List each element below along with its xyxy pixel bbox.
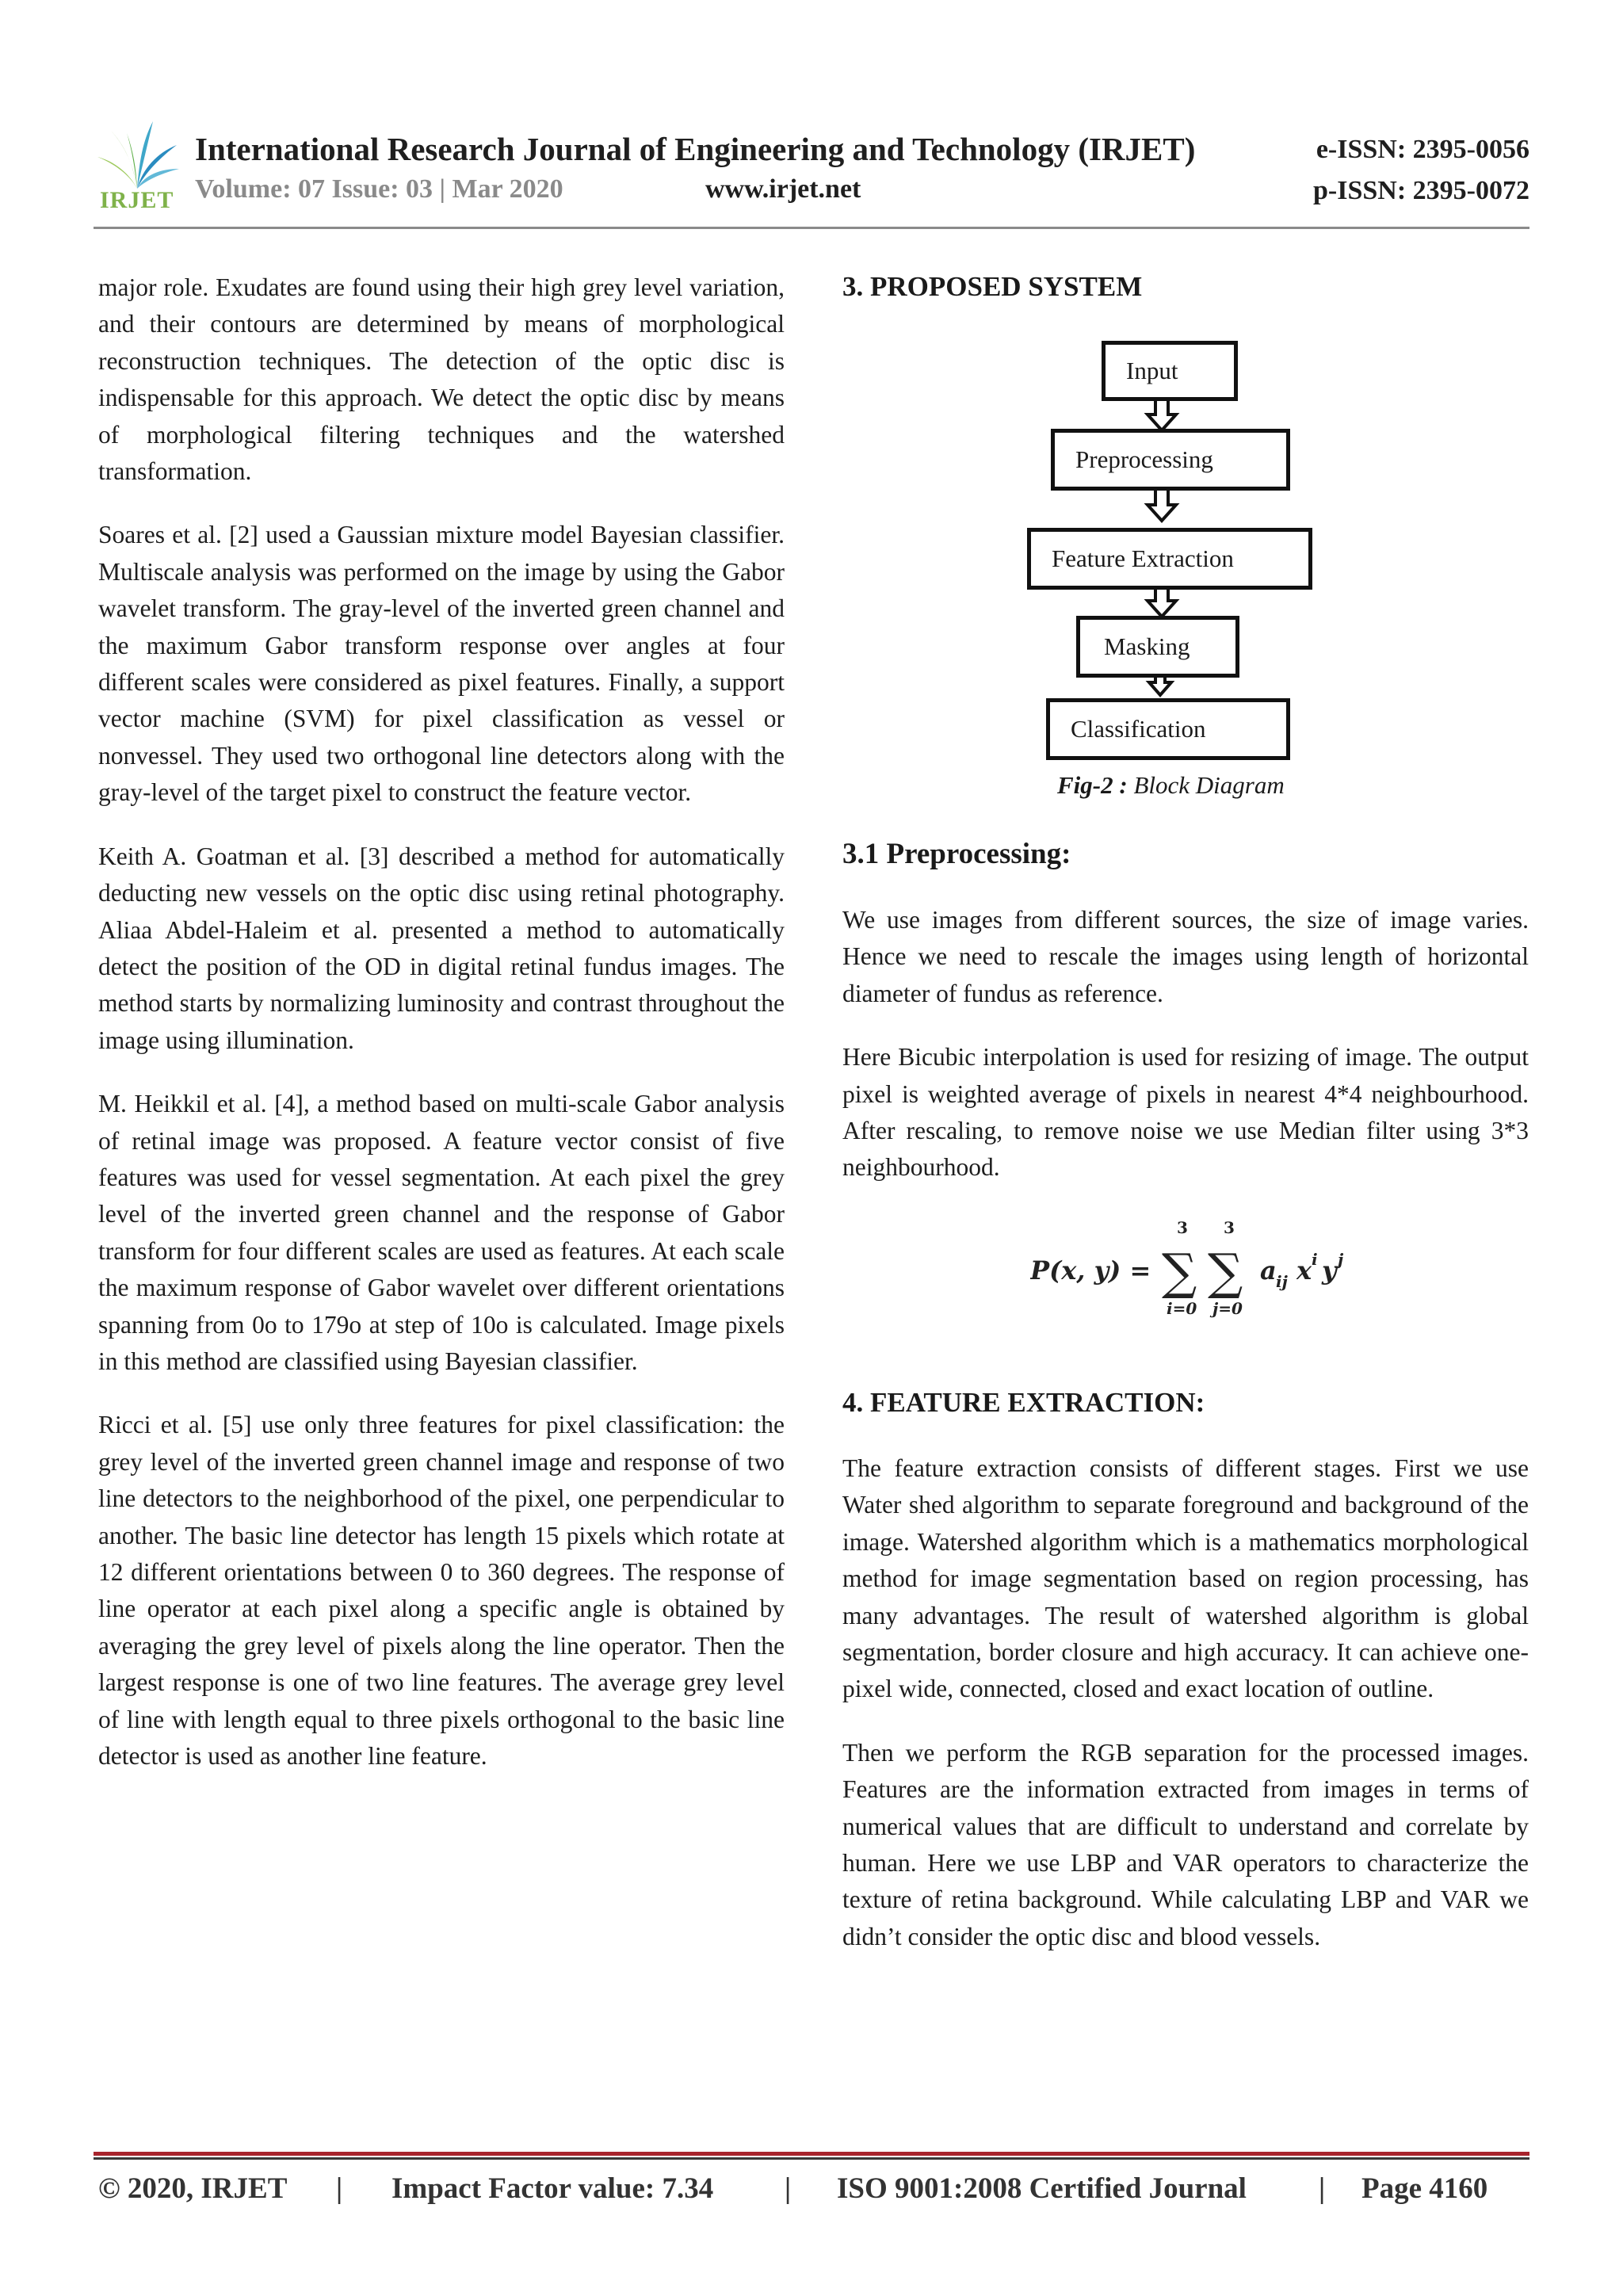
footer-separator: | (785, 2172, 792, 2205)
eq-sum2-upper: 3 (1224, 1218, 1235, 1237)
footer-page-number: Page 4160 (1361, 2172, 1488, 2205)
paragraph: Ricci et al. [5] use only three features for pixel classification: the grey level of the inverted green channel image and response of two line detectors to the neighborhood of the pixel, one perpendicular to another. The basic line detector has length 15 pixels which rotate at 12 different orientations between 0 to 360 degrees. The response of line operator at each pixel along a specific angle is obtained by averaging the grey level of pixels along the line operator. Then the largest response is one of two line features. The average grey level of line with length equal to three pixels orthogonal to the basic line detector is used as another line feature. (98, 1411, 785, 1771)
paragraph: major role. Exudates are found using their high grey level variation, and their contours are determined by means of morphological reconstruction techniques. The detection of the optic disc is indispensable for this approach. We detect the optic disc by means of morphological filtering techniques and the watershed transformation. (98, 273, 785, 486)
diagram-box-input: Input (1102, 341, 1238, 401)
section-heading-proposed-system: 3. PROPOSED SYSTEM (842, 271, 1143, 302)
eq-term-x-sup: i (1312, 1250, 1318, 1269)
eq-sum1-upper: 3 (1177, 1218, 1188, 1237)
diagram-box-preprocessing: Preprocessing (1051, 429, 1290, 491)
footer-iso: ISO 9001:2008 Certified Journal (837, 2172, 1247, 2205)
eq-sum1-sigma: ∑ (1162, 1243, 1197, 1301)
paragraph: The feature extraction consists of different stages. First we use Water shed algorithm to separate foreground and background of the image. Watershed algorithm which is a mathematics morphological method for image segmentation based on region processing, has many advantages. The result of watershed algorithm is global segmentation, border closure and high accuracy. It can achieve one-pixel wide, connected, closed and exact location of outline. (842, 1454, 1529, 1703)
diagram-box-masking: Masking (1076, 616, 1239, 678)
footer-divider-dark (94, 2157, 1529, 2160)
left-column (98, 269, 785, 1775)
arrow-down-icon (1149, 676, 1171, 695)
arrow-down-icon (1148, 399, 1176, 430)
logo-text: IRJET (100, 187, 174, 213)
eq-term-y: y (1322, 1255, 1337, 1286)
journal-website[interactable]: www.irjet.net (705, 174, 861, 204)
pissn: p-ISSN: 2395-0072 (1313, 176, 1529, 205)
diagram-box-feature-extraction: Feature Extraction (1027, 528, 1312, 590)
caption-text: Block Diagram (1127, 771, 1285, 799)
paragraph: M. Heikkil et al. [4], a method based on multi-scale Gabor analysis of retinal image was proposed. A feature vector consist of five features was used for vessel segmentation. At each pixel the grey level of the inverted green channel and the response of Gabor transform for four different scales are used as features. At each scale the maximum response of Gabor wavelet over different orientations spanning from 0o to 179o at step of 10o is calculated. Image pixels in this method are classified using Bayesian classifier. (98, 1090, 785, 1375)
paragraph: Soares et al. [2] used a Gaussian mixture model Bayesian classifier. Multiscale analysis was performed on the image by using the Gabor wavelet transform. The gray-level of the inverted green channel and the maximum Gabor transform response over angles at four different scales were considered as pixel features. Finally, a support vector machine (SVM) for pixel classification as vessel or nonvessel. They used two orthogonal line detectors along with the gray-level of the target pixel to construct the feature vector. (98, 521, 785, 807)
page-header (94, 117, 1529, 228)
eq-sum2-sigma: ∑ (1208, 1243, 1243, 1301)
volume-info: Volume: 07 Issue: 03 | Mar 2020 (195, 174, 563, 204)
header-divider (94, 227, 1529, 229)
figure-caption (1057, 771, 1285, 800)
footer-impact-factor: Impact Factor value: 7.34 (391, 2172, 714, 2205)
eissn: e-ISSN: 2395-0056 (1316, 135, 1529, 164)
eq-sum2-lower: j=0 (1212, 1299, 1243, 1318)
diagram-box-classification: Classification (1046, 698, 1290, 760)
footer-separator: | (1319, 2172, 1326, 2205)
journal-title: International Research Journal of Engineering and Technology (IRJET) (195, 131, 1196, 167)
eq-term-y-sup: j (1338, 1250, 1344, 1269)
preprocessing-text (842, 902, 1529, 1186)
arrow-down-icon (1148, 588, 1176, 617)
footer-copyright: © 2020, IRJET (98, 2172, 288, 2205)
eq-lhs: P(x, y) = (1030, 1255, 1151, 1286)
block-diagram (1022, 337, 1323, 765)
paragraph: We use images from different sources, the size of image varies. Hence we need to rescale the images using length of horizontal diameter of fundus as reference. (842, 906, 1529, 1007)
feature-extraction-text (842, 1450, 1529, 1955)
eq-sum1-lower: i=0 (1167, 1299, 1197, 1318)
paragraph: Keith A. Goatman et al. [3] described a method for automatically deducting new vessels on the optic disc using retinal photography. Aliaa Abdel-Haleim et al. presented a method to automatically detect the position of the OD in digital retinal fundus images. The method starts by normalizing luminosity and contrast throughout the image using illumination. (98, 842, 785, 1054)
equation-graphic (1030, 1217, 1363, 1320)
irjet-logo (94, 117, 181, 219)
eq-term-sub: ij (1276, 1272, 1288, 1291)
footer-separator: | (336, 2172, 343, 2205)
footer-divider-red (94, 2152, 1529, 2156)
caption-label: Fig-2 : (1057, 771, 1128, 799)
section-heading-preprocessing: 3.1 Preprocessing: (842, 838, 1071, 870)
eq-term-x: x (1296, 1255, 1312, 1286)
paragraph: Here Bicubic interpolation is used for resizing of image. The output pixel is weighted average of pixels in nearest 4*4 neighbourhood. After rescaling, to remove noise we use Median filter using 3*3 neighbourhood. (842, 1043, 1529, 1182)
paragraph: Then we perform the RGB separation for the processed images. Features are the information extracted from images in terms of numerical values that are difficult to understand and correlate by human. Here we use LBP and VAR operators to characterize the texture of retina background. While calculating LBP and VAR we didn’t consider the optic disc and blood vessels. (842, 1738, 1529, 1950)
arrow-down-icon (1148, 489, 1176, 521)
eq-term-a: a (1260, 1255, 1277, 1286)
bicubic-equation (1030, 1217, 1363, 1320)
section-heading-feature-extraction: 4. FEATURE EXTRACTION: (842, 1387, 1205, 1418)
leaf-icon (94, 117, 181, 193)
